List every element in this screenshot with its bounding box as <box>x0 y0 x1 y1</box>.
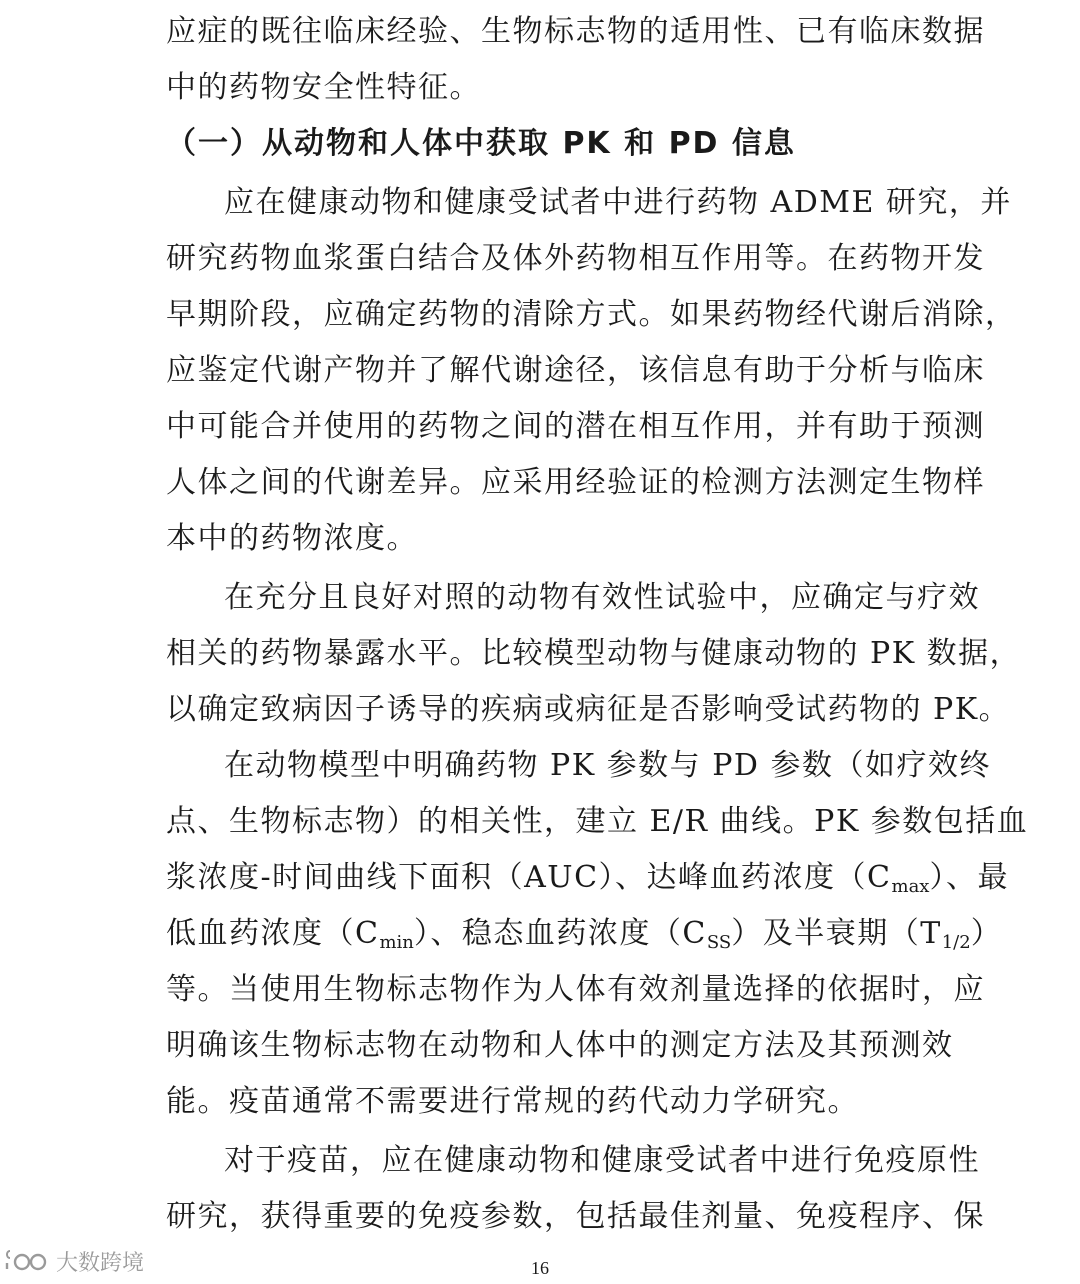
text-line: 应症的既往临床经验、生物标志物的适用性、已有临床数据 <box>166 14 985 49</box>
page-number: 16 <box>531 1258 549 1278</box>
text-segment: ）、稳态血药浓度（C <box>413 916 707 951</box>
text-line <box>166 858 1009 898</box>
text-line: 以确定致病因子诱导的疾病或病征是否影响受试药物的 PK。 <box>166 692 1011 727</box>
text-line: 在动物模型中明确药物 PK 参数与 PD 参数（如疗效终 <box>224 748 991 783</box>
text-segment: ）及半衰期（T <box>731 916 942 951</box>
text-line: 对于疫苗，应在健康动物和健康受试者中进行免疫原性 <box>224 1143 980 1178</box>
text-line: 能。疫苗通常不需要进行常规的药代动力学研究。 <box>166 1084 859 1119</box>
text-line: 在充分且良好对照的动物有效性试验中，应确定与疗效 <box>224 580 980 615</box>
text-line: 等。当使用生物标志物作为人体有效剂量选择的依据时，应 <box>166 972 985 1007</box>
text-segment: ）、最 <box>929 860 1009 895</box>
text-line: 中可能合并使用的药物之间的潜在相互作用，并有助于预测 <box>166 409 985 444</box>
subscript: 1/2 <box>941 932 971 953</box>
text-line <box>166 914 1003 954</box>
subscript: min <box>379 932 414 953</box>
watermark-text: 大数跨境 <box>56 1250 145 1276</box>
text-line: 早期阶段，应确定药物的清除方式。如果药物经代谢后消除， <box>166 297 1017 332</box>
text-line: 中的药物安全性特征。 <box>166 70 481 105</box>
text-line: 相关的药物暴露水平。比较模型动物与健康动物的 PK 数据， <box>166 636 1022 671</box>
text-line: 人体之间的代谢差异。应采用经验证的检测方法测定生物样 <box>166 465 985 500</box>
subscript: max <box>891 876 930 897</box>
text-line: 本中的药物浓度。 <box>166 521 418 556</box>
text-line: 点、生物标志物）的相关性，建立 E/R 曲线。PK 参数包括血 <box>166 804 1029 839</box>
subscript: SS <box>706 932 732 953</box>
text-line: 研究，获得重要的免疫参数，包括最佳剂量、免疫程序、保 <box>166 1199 985 1234</box>
text-segment: ） <box>970 916 1003 951</box>
text-line: 应鉴定代谢产物并了解代谢途径，该信息有助于分析与临床 <box>166 353 985 388</box>
text-segment: 低血药浓度（C <box>166 916 380 951</box>
text-line: 应在健康动物和健康受试者中进行药物 ADME 研究，并 <box>224 185 1012 220</box>
text-line: 明确该生物标志物在动物和人体中的测定方法及其预测效 <box>166 1028 954 1063</box>
text-line: 研究药物血浆蛋白结合及体外药物相互作用等。在药物开发 <box>166 241 985 276</box>
text-segment: 浆浓度-时间曲线下面积（AUC）、达峰血药浓度（C <box>166 860 892 895</box>
section-heading: （一）从动物和人体中获取 PK 和 PD 信息 <box>166 126 796 161</box>
